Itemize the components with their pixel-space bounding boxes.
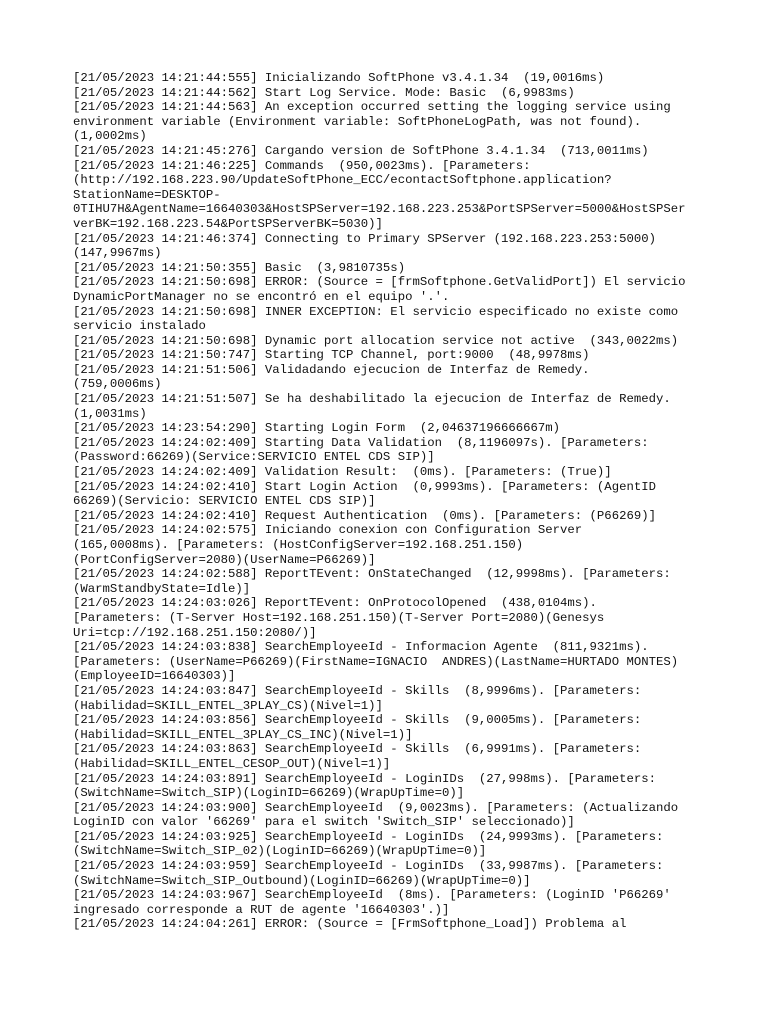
log-line: [21/05/2023 14:24:03:856] SearchEmployeeId - Skills (9,0005ms). [Parameters: [73, 713, 642, 728]
log-line: [21/05/2023 14:24:03:959] SearchEmployeeId - LoginIDs (33,9987ms). [Parameters: [73, 859, 664, 874]
log-line: [21/05/2023 14:21:46:225] Commands (950,0023ms). [Parameters: [73, 158, 531, 173]
log-line: [Parameters: (T-Server Host=192.168.251.150)(T-Server Port=2080)(Genesys [73, 610, 605, 625]
log-line: 0TIHU7H&AgentName=16640303&HostSPServer=192.168.223.253&PortSPServer=5000&HostSPSer [73, 202, 686, 217]
log-line: ingresado corresponde a RUT de agente '16640303'.)] [73, 902, 450, 917]
log-line: [21/05/2023 14:24:02:409] Validation Result: (0ms). [Parameters: (True)] [73, 465, 612, 480]
log-line: 66269)(Servicio: SERVICIO ENTEL CDS SIP)] [73, 494, 376, 509]
log-line: (SwitchName=Switch_SIP_Outbound)(LoginID=66269)(WrapUpTime=0)] [73, 873, 531, 888]
log-line: [21/05/2023 14:24:03:838] SearchEmployeeId - Informacion Agente (811,9321ms). [73, 640, 649, 655]
log-line: (165,0008ms). [Parameters: (HostConfigServer=192.168.251.150) [73, 538, 524, 552]
log-line: [21/05/2023 14:21:46:374] Connecting to Primary SPServer (192.168.223.253:5000) [73, 231, 656, 246]
log-line: [21/05/2023 14:24:03:925] SearchEmployeeId - LoginIDs (24,9993ms). [Parameters: [73, 829, 664, 844]
log-document [73, 71, 763, 932]
log-line: [21/05/2023 14:23:54:290] Starting Login Form (2,04637196666667m) [73, 421, 561, 436]
log-line: [21/05/2023 14:24:02:588] ReportTEvent: OnStateChanged (12,9998ms). [Parameters: [73, 567, 671, 582]
log-line: [21/05/2023 14:21:50:747] Starting TCP Channel, port:9000 (48,9978ms) [73, 348, 590, 363]
log-line: (EmployeeID=16640303)] [73, 669, 236, 684]
log-line: [21/05/2023 14:21:51:507] Se ha deshabilitado la ejecucion de Interfaz de Remedy. [73, 392, 671, 407]
log-line: (http://192.168.223.90/UpdateSoftPhone_ECC/econtactSoftphone.application? [73, 173, 612, 188]
log-line: (759,0006ms) [73, 377, 162, 392]
log-line: Uri=tcp://192.168.251.150:2080/)] [73, 625, 317, 640]
log-line: [21/05/2023 14:24:02:575] Iniciando conexion con Configuration Server [73, 523, 583, 538]
log-line: (PortConfigServer=2080)(UserName=P66269)] [73, 552, 376, 567]
log-line: (Password:66269)(Service:SERVICIO ENTEL CDS SIP)] [73, 450, 435, 465]
log-line: [Parameters: (UserName=P66269)(FirstName=IGNACIO ANDRES)(LastName=HURTADO MONTES) [73, 654, 679, 669]
log-line: servicio instalado [73, 319, 206, 334]
log-line: [21/05/2023 14:24:02:410] Request Authentication (0ms). [Parameters: (P66269)] [73, 508, 656, 523]
log-line: [21/05/2023 14:21:50:355] Basic (3,9810735s) [73, 260, 406, 275]
log-line: [21/05/2023 14:21:45:276] Cargando version de SoftPhone 3.4.1.34 (713,0011ms) [73, 143, 649, 158]
log-line: (Habilidad=SKILL_ENTEL_3PLAY_CS)(Nivel=1)] [73, 698, 383, 713]
log-line: [21/05/2023 14:21:50:698] Dynamic port allocation service not active (343,0022ms) [73, 333, 679, 348]
log-line: [21/05/2023 14:21:44:555] Inicializando SoftPhone v3.4.1.34 (19,0016ms) [73, 71, 605, 85]
log-line: (WarmStandbyState=Idle)] [73, 581, 251, 596]
log-line: [21/05/2023 14:24:02:409] Starting Data Validation (8,1196097s). [Parameters: [73, 435, 649, 450]
log-line: (Habilidad=SKILL_ENTEL_CESOP_OUT)(Nivel=1)] [73, 756, 391, 771]
log-line: [21/05/2023 14:24:03:967] SearchEmployeeId (8ms). [Parameters: (LoginID 'P66269' [73, 888, 671, 903]
log-line: [21/05/2023 14:24:04:261] ERROR: (Source = [FrmSoftphone_Load]) Problema al [73, 917, 627, 932]
log-line: environment variable (Environment variable: SoftPhoneLogPath, was not found). [73, 114, 642, 129]
log-line: [21/05/2023 14:21:50:698] ERROR: (Source = [frmSoftphone.GetValidPort]) El servicio [73, 275, 686, 290]
log-line: [21/05/2023 14:21:44:563] An exception occurred setting the logging service using [73, 100, 671, 115]
log-line: [21/05/2023 14:21:50:698] INNER EXCEPTION: El servicio especificado no existe como [73, 304, 679, 319]
log-line: (147,9967ms) [73, 246, 162, 261]
log-line: [21/05/2023 14:24:03:891] SearchEmployeeId - LoginIDs (27,998ms). [Parameters: [73, 771, 656, 786]
log-line: DynamicPortManager no se encontró en el equipo '.'. [73, 289, 450, 304]
log-line: verBK=192.168.223.54&PortSPServerBK=5030)] [73, 216, 383, 231]
log-line: [21/05/2023 14:24:03:863] SearchEmployeeId - Skills (6,9991ms). [Parameters: [73, 742, 642, 757]
log-line: [21/05/2023 14:21:44:562] Start Log Service. Mode: Basic (6,9983ms) [73, 85, 575, 100]
log-line: [21/05/2023 14:21:51:506] Validadando ejecucion de Interfaz de Remedy. [73, 362, 590, 377]
log-line: (SwitchName=Switch_SIP)(LoginID=66269)(WrapUpTime=0)] [73, 786, 465, 801]
log-line: [21/05/2023 14:24:03:847] SearchEmployeeId - Skills (8,9996ms). [Parameters: [73, 683, 642, 698]
log-line: (1,0002ms) [73, 129, 147, 144]
log-line: (1,0031ms) [73, 406, 147, 421]
log-line: [21/05/2023 14:24:03:026] ReportTEvent: OnProtocolOpened (438,0104ms). [73, 596, 597, 611]
log-line: [21/05/2023 14:24:03:900] SearchEmployeeId (9,0023ms). [Parameters: (Actualizando [73, 800, 679, 815]
log-line: StationName=DESKTOP- [73, 187, 221, 202]
log-line: LoginID con valor '66269' para el switch 'Switch_SIP' seleccionado)] [73, 815, 575, 830]
log-line: (SwitchName=Switch_SIP_02)(LoginID=66269)(WrapUpTime=0)] [73, 844, 487, 859]
log-line: (Habilidad=SKILL_ENTEL_3PLAY_CS_INC)(Nivel=1)] [73, 727, 413, 742]
log-line: [21/05/2023 14:24:02:410] Start Login Action (0,9993ms). [Parameters: (AgentID [73, 479, 656, 494]
